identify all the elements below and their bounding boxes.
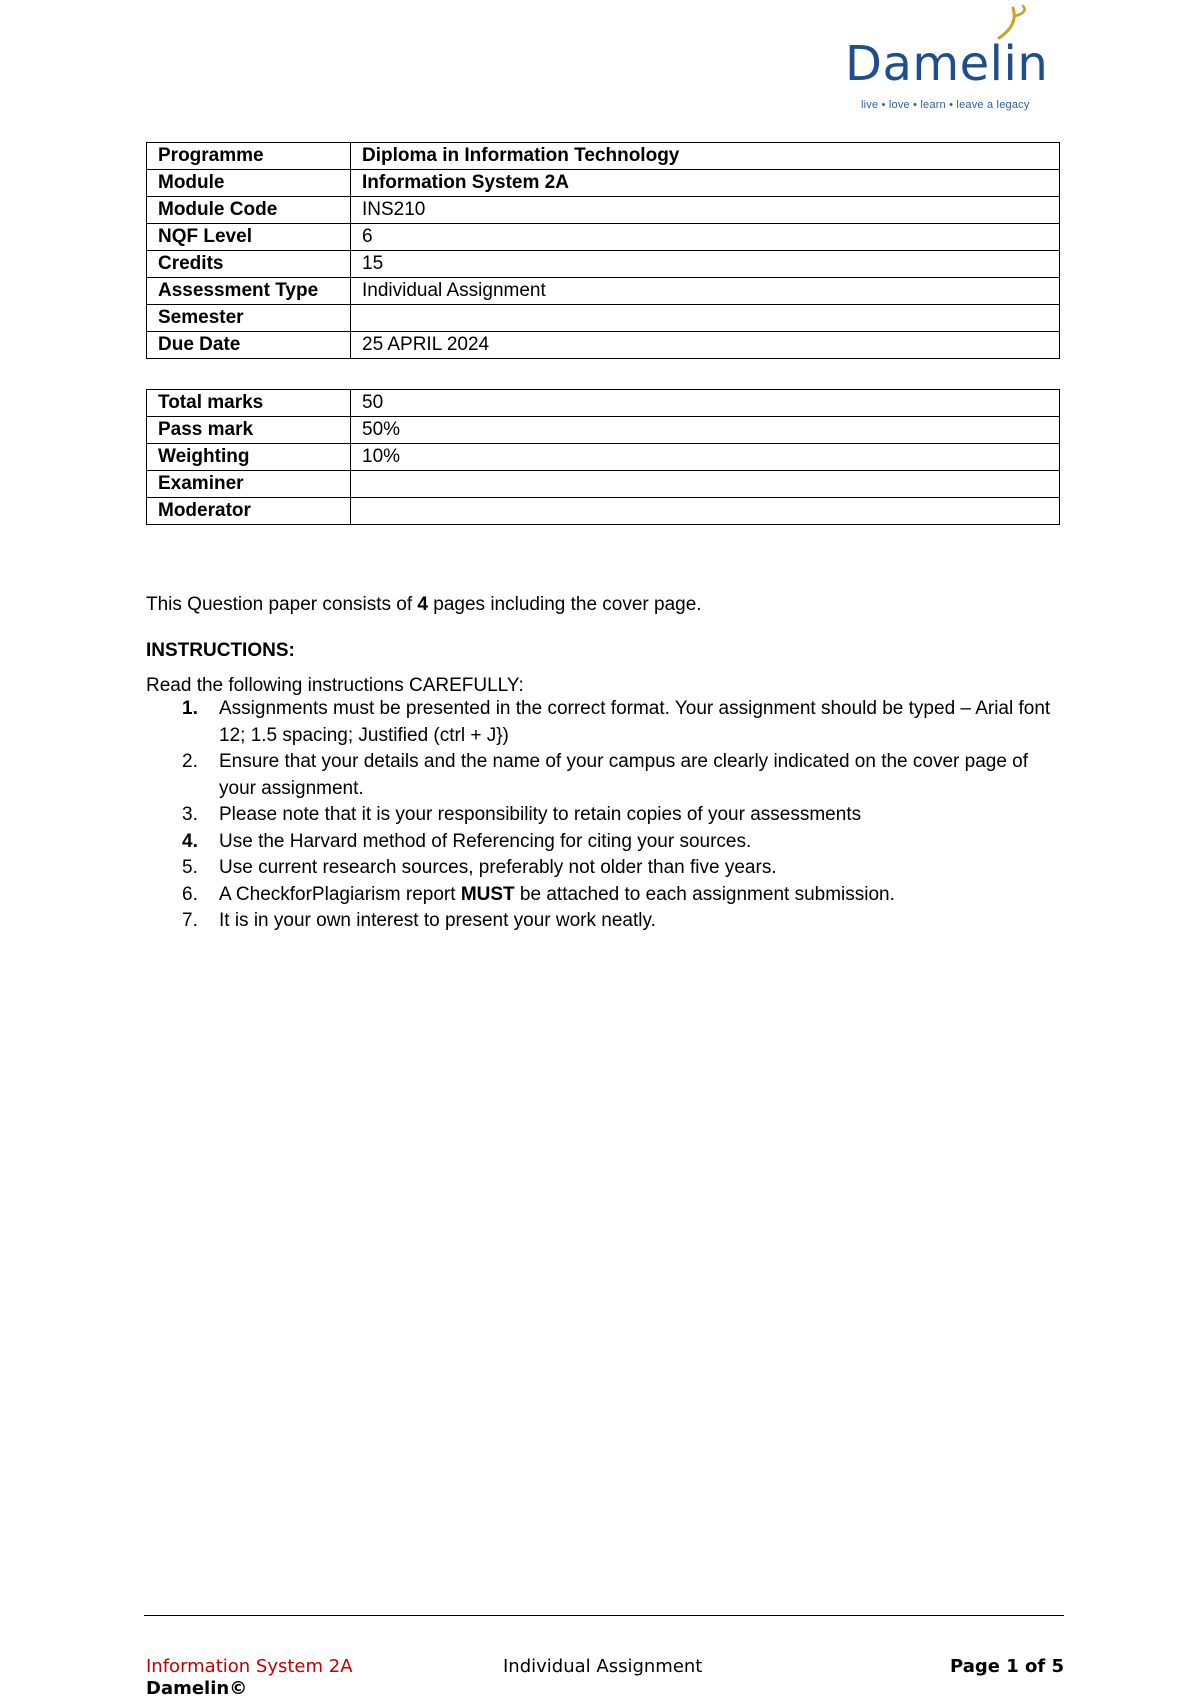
list-number: 2. (182, 751, 198, 772)
list-item (146, 829, 1066, 856)
table-row (147, 197, 1060, 224)
instruction-text: be attached to each assignment submission. (514, 883, 895, 905)
list-item (146, 802, 1066, 829)
footer-module-title: Information System 2A (146, 1656, 353, 1677)
instruction-text: Assignments must be presented in the correct format. Your assignment should be typed – Arial font 12; 1.5 spacing; Justified (ctrl + J}) (219, 698, 1051, 746)
row-label: Total marks (147, 390, 351, 417)
assessment-marks-table (146, 389, 1060, 525)
table-row (147, 332, 1060, 359)
table-row (147, 471, 1060, 498)
table-row (147, 224, 1060, 251)
page-count-statement (146, 592, 702, 618)
instruction-text: Use the Harvard method of Referencing for citing your sources. (219, 830, 752, 852)
list-item (146, 855, 1066, 882)
table-row (147, 143, 1060, 170)
intro-text-before: This Question paper consists of (146, 594, 418, 615)
row-label: Module (147, 170, 351, 197)
intro-text-after: pages including the cover page. (428, 594, 702, 615)
footer-brand: Damelin© (146, 1678, 248, 1699)
row-value (351, 471, 1060, 498)
row-value (351, 305, 1060, 332)
logo-wordmark: Damelin (845, 36, 1049, 92)
row-value: 15 (351, 251, 1060, 278)
swoosh-icon (993, 4, 1033, 40)
footer-divider (144, 1615, 1064, 1616)
row-value: Information System 2A (351, 170, 1060, 197)
row-value: 10% (351, 444, 1060, 471)
row-value: 50% (351, 417, 1060, 444)
damelin-logo (845, 4, 1055, 112)
list-item (146, 696, 1066, 749)
row-label: Module Code (147, 197, 351, 224)
list-number: 4. (182, 830, 198, 852)
row-label: Semester (147, 305, 351, 332)
instruction-text: Use current research sources, preferably not older than five years. (219, 857, 777, 878)
list-item (146, 882, 1066, 909)
table-row (147, 170, 1060, 197)
row-value: 6 (351, 224, 1060, 251)
list-number: 3. (182, 804, 198, 825)
instructions-list (146, 696, 1066, 935)
instruction-text: Please note that it is your responsibility to retain copies of your assessments (219, 804, 862, 825)
list-item (146, 749, 1066, 802)
row-value: 25 APRIL 2024 (351, 332, 1060, 359)
table-row (147, 305, 1060, 332)
row-value: Individual Assignment (351, 278, 1060, 305)
row-label: Assessment Type (147, 278, 351, 305)
instructions-lead: Read the following instructions CAREFULLY: (146, 675, 524, 696)
table-row (147, 444, 1060, 471)
footer-assessment-type: Individual Assignment (503, 1656, 703, 1677)
footer-page-number: Page 1 of 5 (950, 1656, 1064, 1677)
row-label: Moderator (147, 498, 351, 525)
table-row (147, 417, 1060, 444)
list-item (146, 908, 1066, 935)
row-label: NQF Level (147, 224, 351, 251)
row-label: Credits (147, 251, 351, 278)
row-value: Diploma in Information Technology (351, 143, 1060, 170)
table-row (147, 498, 1060, 525)
instruction-text: A CheckforPlagiarism report (219, 883, 461, 905)
logo-tagline: live • love • learn • leave a legacy (861, 99, 1030, 111)
instructions-heading: INSTRUCTIONS: (146, 640, 295, 661)
table-row (147, 251, 1060, 278)
list-number: 5. (182, 857, 198, 878)
list-number: 6. (182, 883, 198, 905)
instruction-text: It is in your own interest to present your work neatly. (219, 910, 656, 931)
row-value: INS210 (351, 197, 1060, 224)
row-value (351, 498, 1060, 525)
instruction-text: Ensure that your details and the name of your campus are clearly indicated on the cover page of your assignment. (219, 751, 1029, 799)
list-number: 7. (182, 910, 198, 931)
module-details-table (146, 142, 1060, 359)
row-label: Pass mark (147, 417, 351, 444)
list-number: 1. (182, 698, 198, 719)
row-label: Due Date (147, 332, 351, 359)
page-count: 4 (417, 594, 428, 615)
row-label: Examiner (147, 471, 351, 498)
instruction-emphasis: MUST (460, 883, 515, 905)
row-label: Programme (147, 143, 351, 170)
row-value: 50 (351, 390, 1060, 417)
row-label: Weighting (147, 444, 351, 471)
table-row (147, 278, 1060, 305)
table-row (147, 390, 1060, 417)
